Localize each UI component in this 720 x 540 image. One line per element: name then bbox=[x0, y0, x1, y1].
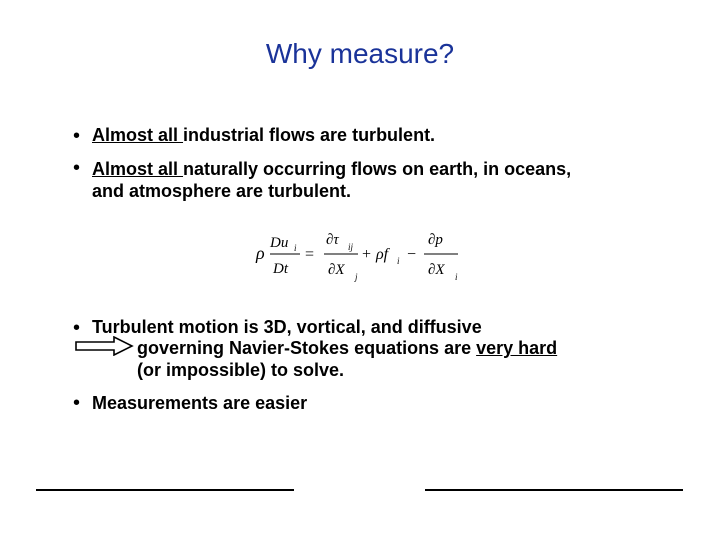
navier-stokes-equation bbox=[254, 222, 470, 286]
bullet-dot: • bbox=[73, 125, 81, 147]
eq-equals: = bbox=[305, 246, 315, 263]
slide-title: Why measure? bbox=[265, 38, 455, 69]
eq-partial-tau: ∂τ bbox=[326, 232, 339, 248]
underlined-phrase: Almost all bbox=[92, 159, 184, 179]
eq-rho: ρ bbox=[256, 243, 265, 263]
bullet-text-1 bbox=[92, 124, 435, 146]
bullet-text-3: Turbulent motion is 3D, vortical, and diffusive bbox=[92, 317, 482, 337]
eq-minus: − bbox=[407, 246, 417, 263]
eq-du: Du bbox=[270, 235, 289, 251]
eq-partial-x: ∂X bbox=[428, 262, 445, 278]
underlined-phrase: very hard bbox=[476, 338, 558, 358]
bullet-text-4: Measurements are easier bbox=[92, 393, 308, 413]
underlined-phrase: Almost all bbox=[92, 125, 184, 145]
bullet-text-rest: industrial flows are turbulent. bbox=[183, 125, 436, 145]
eq-sub-i: i bbox=[455, 272, 458, 282]
bullet-text-rest: naturally occurring flows on earth, in oceans, bbox=[183, 159, 572, 179]
eq-partial-p: ∂p bbox=[428, 232, 443, 248]
bullet-sub-line-2: (or impossible) to solve. bbox=[137, 360, 345, 380]
sub-text: governing Navier-Stokes equations are bbox=[137, 338, 477, 358]
eq-sub-ij: ij bbox=[348, 242, 354, 252]
eq-partial-x: ∂X bbox=[328, 262, 345, 278]
bullet-dot: • bbox=[73, 317, 81, 339]
eq-sub-i: i bbox=[397, 256, 400, 266]
eq-plus: + bbox=[362, 246, 372, 263]
footer-divider-right bbox=[425, 489, 683, 491]
bullet-text-2 bbox=[92, 158, 571, 202]
hollow-right-arrow-icon bbox=[74, 336, 136, 356]
bullet-dot: • bbox=[73, 157, 81, 179]
bullet-sub-line-1 bbox=[137, 337, 557, 359]
footer-divider-left bbox=[36, 489, 294, 491]
eq-sub-j: j bbox=[355, 272, 358, 282]
bullet-text-line2: and atmosphere are turbulent. bbox=[92, 181, 352, 201]
eq-sub-i: i bbox=[294, 243, 297, 253]
bullet-dot: • bbox=[73, 392, 81, 414]
eq-rho-f: ρf bbox=[376, 246, 389, 263]
eq-dt: Dt bbox=[273, 261, 288, 277]
